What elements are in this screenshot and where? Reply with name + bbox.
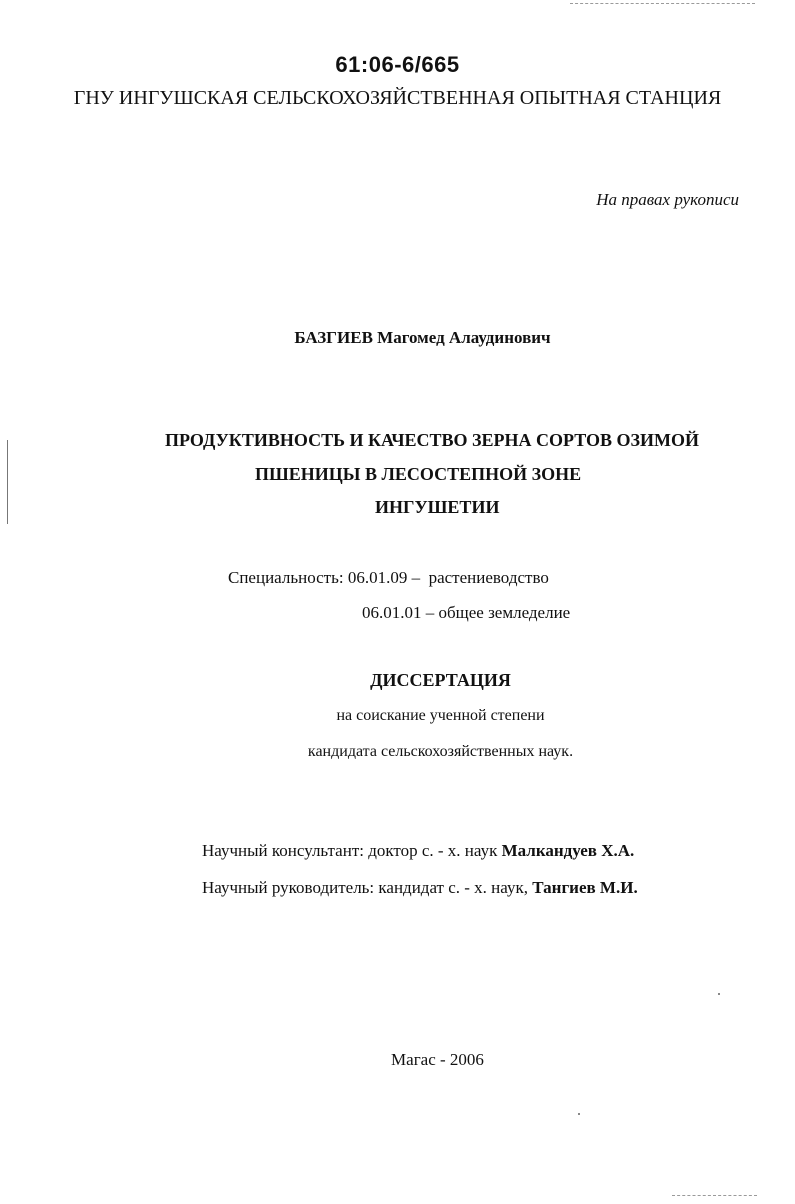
scan-artifact-top: [570, 3, 755, 4]
scan-artifact-margin-line: [7, 440, 8, 524]
document-code: 61:06-6/665: [335, 52, 460, 77]
consultant-name: Малкандуев Х.А.: [501, 841, 635, 860]
manuscript-note: На правах рукописи: [596, 190, 739, 209]
specialty-dash: –: [411, 568, 421, 587]
supervisor-label: Научный руководитель: кандидат с. - х. наук,: [202, 878, 528, 897]
specialty-code: 06.01.09: [347, 568, 408, 587]
degree-line-1: на соискание ученной степени: [336, 707, 545, 724]
scan-speck: [578, 1113, 580, 1115]
scientific-consultant: [202, 841, 634, 861]
consultant-label: Научный консультант: доктор с. - х. наук: [202, 841, 498, 860]
degree-line-2: кандидата сельскохозяйственных наук.: [307, 743, 574, 760]
city-year: Магас - 2006: [391, 1050, 484, 1069]
author-name: БАЗГИЕВ Магомед Алаудинович: [294, 328, 551, 347]
specialty-row-2: [362, 603, 570, 623]
specialty-row-1: [228, 568, 549, 588]
dissertation-heading: ДИССЕРТАЦИЯ: [370, 670, 511, 690]
scan-artifact-bottom: [672, 1195, 757, 1196]
scan-speck: [718, 993, 720, 995]
specialty-label: Специальность:: [228, 568, 344, 587]
supervisor-name: Тангиев М.И.: [532, 878, 638, 897]
thesis-title-line-1: ПРОДУКТИВНОСТЬ И КАЧЕСТВО ЗЕРНА СОРТОВ ОЗИМОЙ: [165, 430, 700, 450]
scientific-supervisor: [202, 878, 638, 898]
specialty-code: 06.01.01: [362, 603, 422, 622]
institution-name: ГНУ ИНГУШСКАЯ СЕЛЬСКОХОЗЯЙСТВЕННАЯ ОПЫТНАЯ СТАНЦИЯ: [73, 87, 722, 109]
thesis-title-line-2: ПШЕНИЦЫ В ЛЕСОСТЕПНОЙ ЗОНЕ: [255, 464, 582, 484]
specialty-name: растениеводство: [428, 568, 549, 587]
specialty-name: общее земледелие: [438, 603, 571, 622]
thesis-title-line-3: ИНГУШЕТИИ: [375, 497, 500, 517]
specialty-dash: –: [425, 603, 435, 622]
